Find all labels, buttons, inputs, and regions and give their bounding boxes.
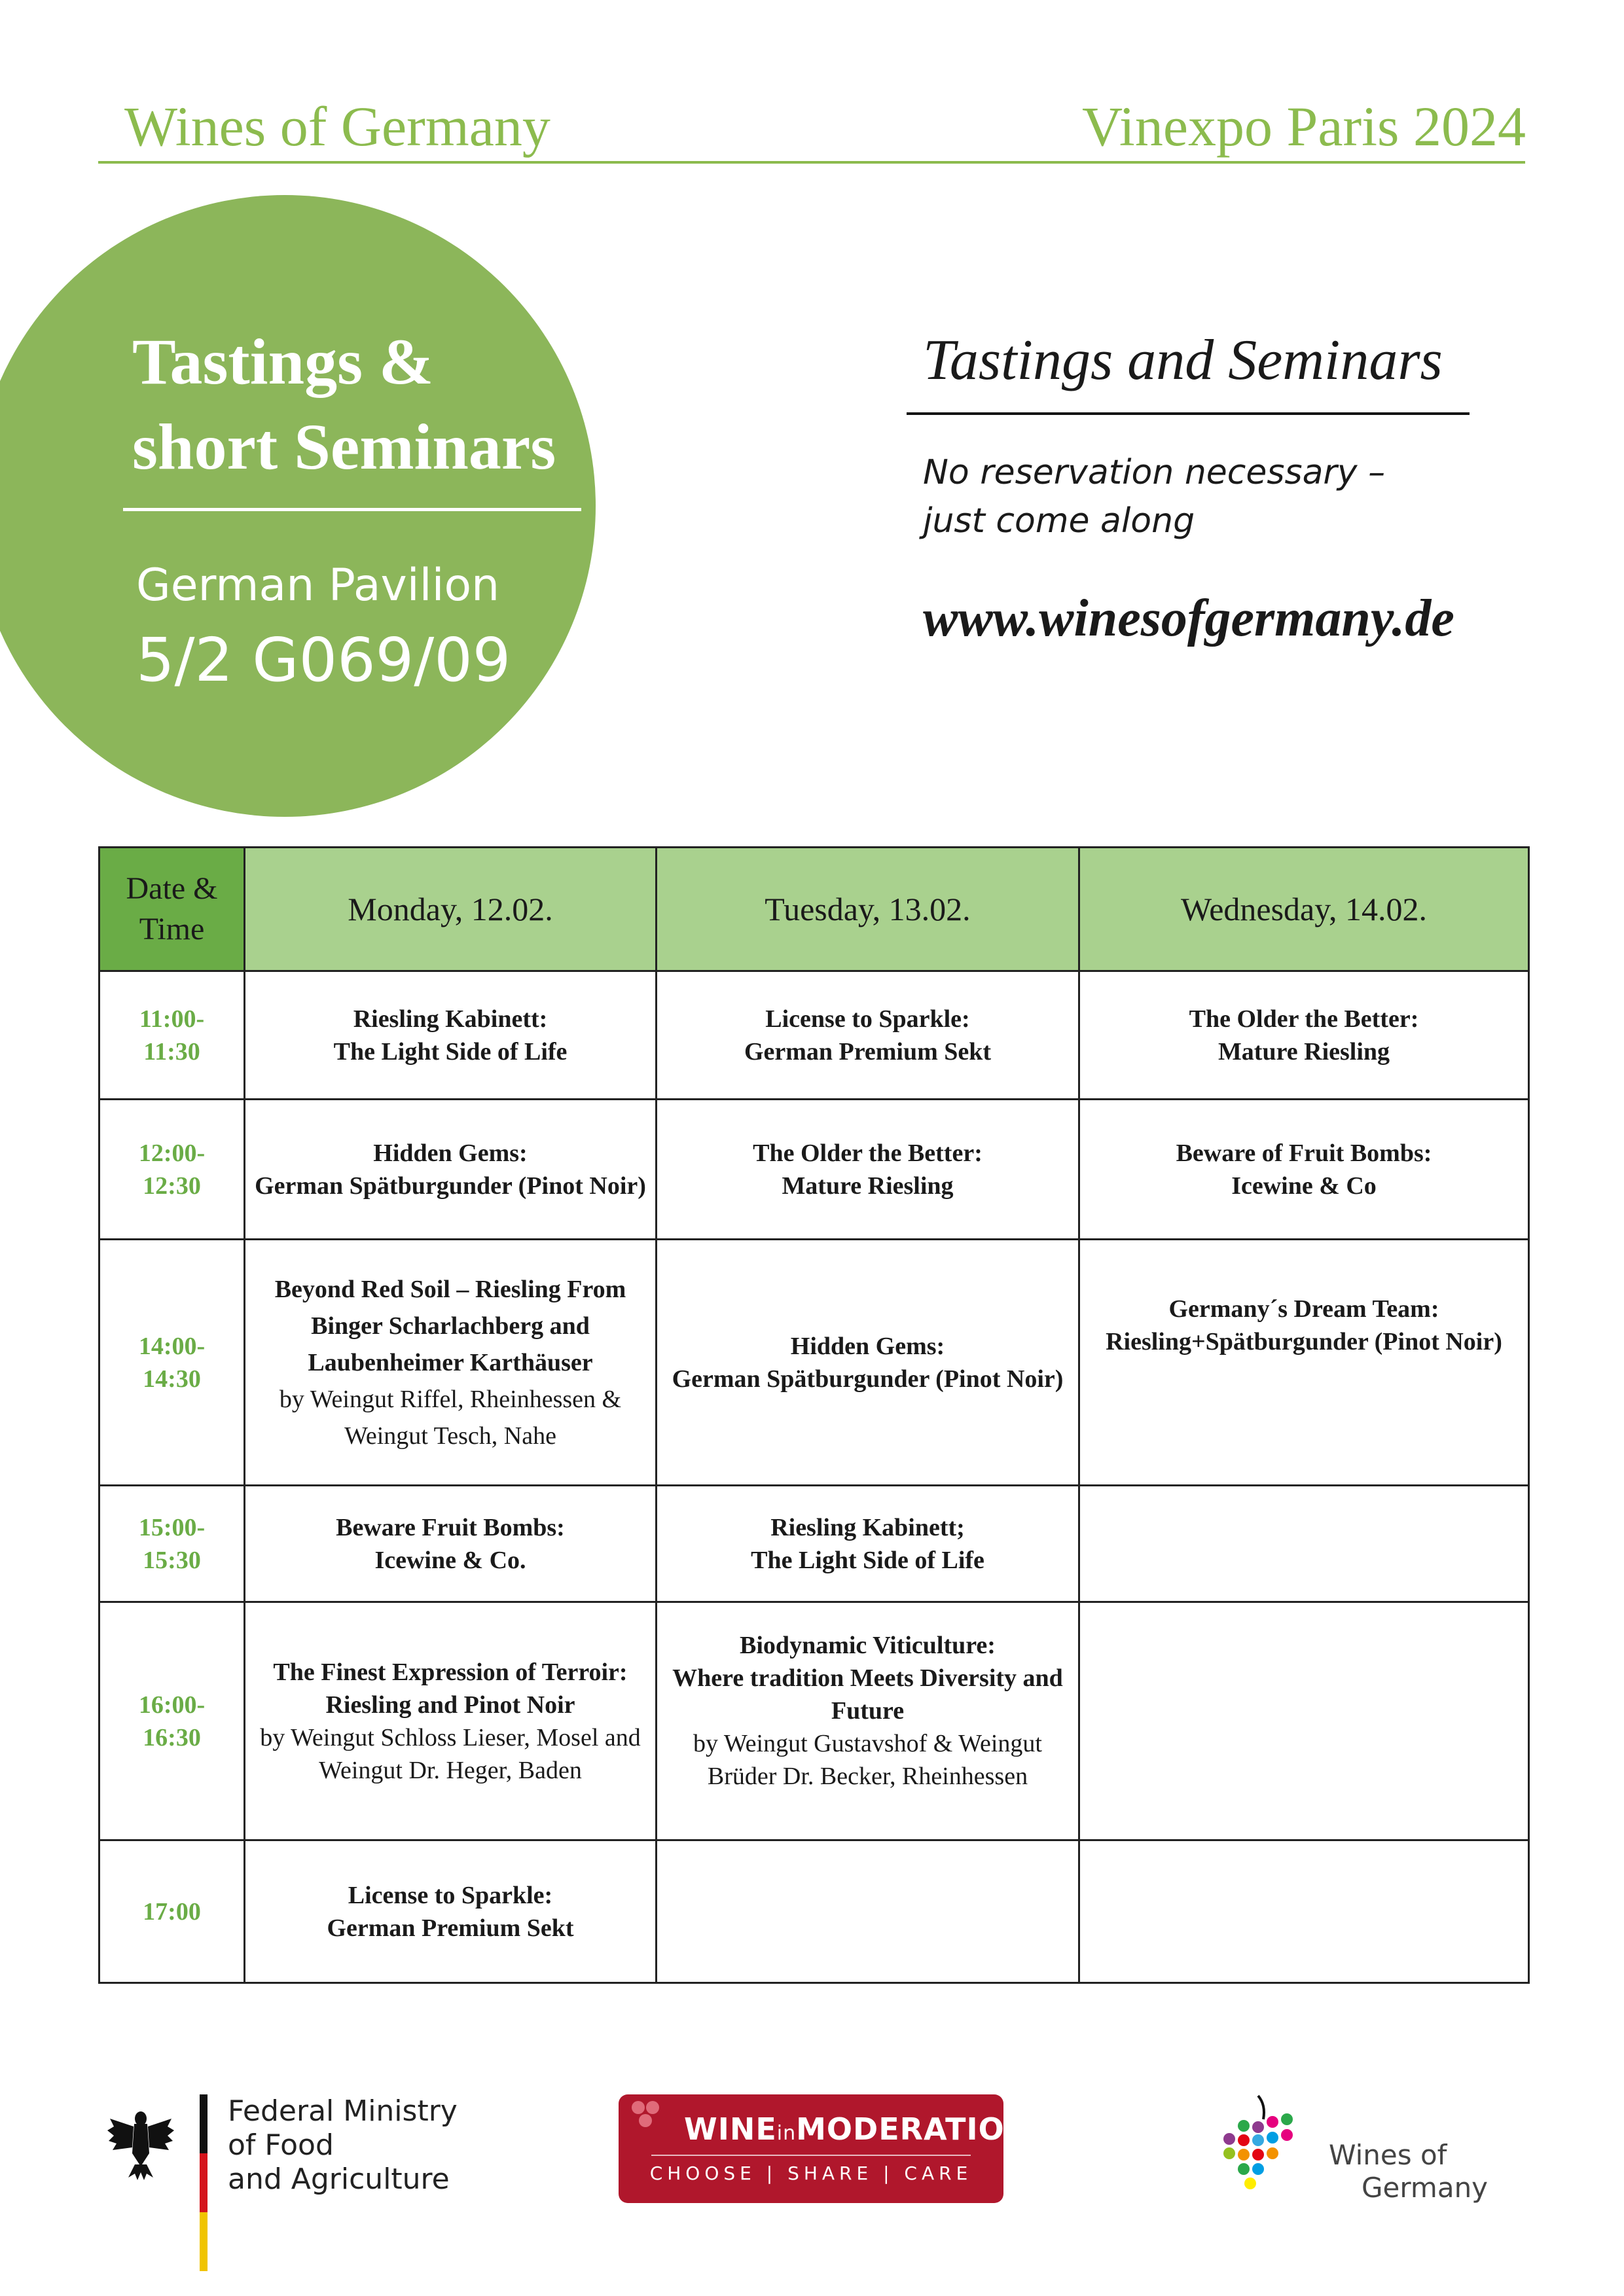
time-slot: [99, 971, 245, 1100]
time-end: 16:30: [143, 1723, 201, 1751]
session-presenter-line1: by Weingut Schloss Lieser, Mosel and: [260, 1723, 641, 1751]
session-presenter-line2: Brüder Dr. Becker, Rheinhessen: [707, 1763, 1028, 1790]
time-end: 12:30: [143, 1172, 201, 1200]
session-presenter-line2: Weingut Dr. Heger, Baden: [319, 1756, 582, 1784]
session-cell: [245, 1840, 657, 1983]
day-header-tuesday: Tuesday, 13.02.: [657, 848, 1079, 971]
session-title: License to Sparkle:: [348, 1881, 553, 1909]
session-subtitle: German Spätburgunder (Pinot Noir): [255, 1172, 646, 1200]
session-subtitle: Mature Riesling: [1218, 1037, 1390, 1066]
green-circle-banner: [98, 195, 596, 817]
wim-wine: WINE: [684, 2111, 777, 2147]
session-subtitle: German Spätburgunder (Pinot Noir): [672, 1365, 1064, 1393]
intro-note-line2: just come along: [923, 501, 1195, 541]
footer-logos: [0, 2088, 1624, 2296]
time-start: 16:00-: [138, 1691, 206, 1719]
session-subtitle: Where tradition Meets Diversity and Future: [672, 1664, 1063, 1725]
session-cell: [245, 1100, 657, 1240]
german-flag-stripe: [200, 2094, 208, 2271]
intro-divider: [907, 412, 1470, 415]
time-slot: [99, 1840, 245, 1983]
time-start: 11:00-: [139, 1005, 205, 1033]
session-subtitle: Riesling and Pinot Noir: [325, 1691, 575, 1719]
session-presenter-line1: by Weingut Riffel, Rheinhessen &: [279, 1385, 622, 1413]
table-row: [99, 1602, 1529, 1840]
session-subtitle: The Light Side of Life: [751, 1546, 984, 1574]
header-divider: [98, 161, 1525, 164]
session-cell: [1079, 1486, 1529, 1602]
wim-tagline: CHOOSE | SHARE | CARE: [649, 2162, 973, 2184]
ministry-line1: Federal Ministry: [228, 2094, 458, 2128]
circle-divider: [123, 508, 581, 511]
session-title: Beware of Fruit Bombs:: [1176, 1139, 1432, 1167]
time-start: 14:00-: [138, 1332, 206, 1360]
session-title: Hidden Gems:: [790, 1332, 945, 1360]
session-cell: [657, 1602, 1079, 1840]
table-row: [99, 1486, 1529, 1602]
session-title: Beware Fruit Bombs:: [336, 1513, 565, 1541]
session-title: Riesling Kabinett:: [353, 1005, 548, 1033]
session-subtitle: Riesling+Spätburgunder (Pinot Noir): [1106, 1328, 1502, 1355]
time-slot: [99, 1100, 245, 1240]
website-link[interactable]: www.winesofgermany.de: [923, 590, 1454, 647]
session-subtitle: The Light Side of Life: [333, 1037, 568, 1066]
session-cell: [657, 1486, 1079, 1602]
date-header-line2: Time: [139, 912, 205, 946]
session-cell: [1079, 971, 1529, 1100]
wim-in: in: [776, 2122, 797, 2145]
table-row: [99, 1100, 1529, 1240]
table-row: [99, 971, 1529, 1100]
wine-in-moderation-logo: [619, 2094, 1031, 2203]
circle-title-line2: short Seminars: [132, 410, 556, 483]
ministry-line3: and Agriculture: [228, 2162, 450, 2196]
session-title: Hidden Gems:: [373, 1139, 528, 1167]
circle-title-line1: Tastings &: [132, 325, 434, 398]
session-title: Riesling Kabinett;: [770, 1513, 965, 1541]
session-title: Beyond Red Soil – Riesling From Binger Scharlachberg and Laubenheimer Karthäuser: [274, 1275, 626, 1376]
circle-shape: [0, 195, 596, 817]
wim-divider: [651, 2155, 971, 2156]
date-time-header: [99, 848, 245, 971]
circle-title: [132, 319, 556, 490]
wim-moderation: MODERATION: [796, 2111, 1031, 2147]
session-subtitle: German Premium Sekt: [327, 1914, 574, 1942]
session-cell: [245, 1602, 657, 1840]
header-left-title: Wines of Germany: [124, 95, 550, 158]
intro-title: Tastings and Seminars: [923, 329, 1443, 392]
session-presenter-line2: Weingut Tesch, Nahe: [344, 1422, 556, 1450]
wines-of-germany-wordmark: [1329, 2139, 1488, 2204]
ministry-name: [228, 2094, 458, 2197]
wim-wordmark: [684, 2111, 1030, 2147]
session-cell: [1079, 1840, 1529, 1983]
day-header-monday: Monday, 12.02.: [245, 848, 657, 971]
circle-subtitle: German Pavilion: [136, 560, 500, 611]
session-subtitle: German Premium Sekt: [744, 1037, 992, 1066]
schedule-header-row: [99, 848, 1529, 971]
time-start: 15:00-: [138, 1513, 206, 1541]
wines-of-germany-grape-icon: [1218, 2088, 1316, 2206]
session-cell: [657, 1840, 1079, 1983]
time-slot: [99, 1486, 245, 1602]
federal-eagle-icon: [105, 2104, 177, 2183]
session-cell: [245, 1486, 657, 1602]
time-end: 11:30: [143, 1037, 200, 1066]
time-end: 15:30: [143, 1546, 201, 1574]
wog-line1: Wines of: [1329, 2139, 1447, 2171]
session-cell: [1079, 1240, 1529, 1486]
table-row: [99, 1840, 1529, 1983]
time-start: 12:00-: [138, 1139, 206, 1167]
header-right-title: Vinexpo Paris 2024: [1081, 95, 1526, 158]
intro-note-line1: No reservation necessary –: [923, 453, 1386, 492]
session-cell: [245, 1240, 657, 1486]
session-subtitle: Mature Riesling: [782, 1172, 954, 1200]
session-cell: [1079, 1100, 1529, 1240]
session-cell: [657, 1100, 1079, 1240]
session-title: The Older the Better:: [753, 1139, 983, 1167]
schedule-table: [98, 846, 1530, 1984]
time-start: 17:00: [143, 1897, 201, 1926]
day-header-wednesday: Wednesday, 14.02.: [1079, 848, 1529, 971]
session-title: The Older the Better:: [1189, 1005, 1419, 1033]
time-end: 14:30: [143, 1365, 201, 1393]
session-cell: [1079, 1602, 1529, 1840]
session-cell: [657, 1240, 1079, 1486]
session-title: The Finest Expression of Terroir:: [273, 1658, 628, 1686]
table-row: [99, 1240, 1529, 1486]
ministry-line2: of Food: [228, 2128, 334, 2162]
session-title: License to Sparkle:: [765, 1005, 970, 1033]
booth-number: 5/2 G069/09: [136, 625, 511, 695]
grape-dots-icon: [628, 2097, 674, 2136]
intro-note: [923, 448, 1479, 545]
session-subtitle: Icewine & Co: [1231, 1172, 1377, 1200]
time-slot: [99, 1240, 245, 1486]
session-cell: [657, 971, 1079, 1100]
time-slot: [99, 1602, 245, 1840]
session-subtitle: Icewine & Co.: [374, 1546, 526, 1574]
wog-line2: Germany: [1362, 2172, 1489, 2204]
session-cell: [245, 971, 657, 1100]
date-header-line1: Date &: [126, 871, 218, 906]
session-presenter-line1: by Weingut Gustavshof & Weingut: [693, 1730, 1042, 1757]
session-title: Germany´s Dream Team:: [1168, 1295, 1439, 1323]
session-title: Biodynamic Viticulture:: [740, 1632, 996, 1659]
